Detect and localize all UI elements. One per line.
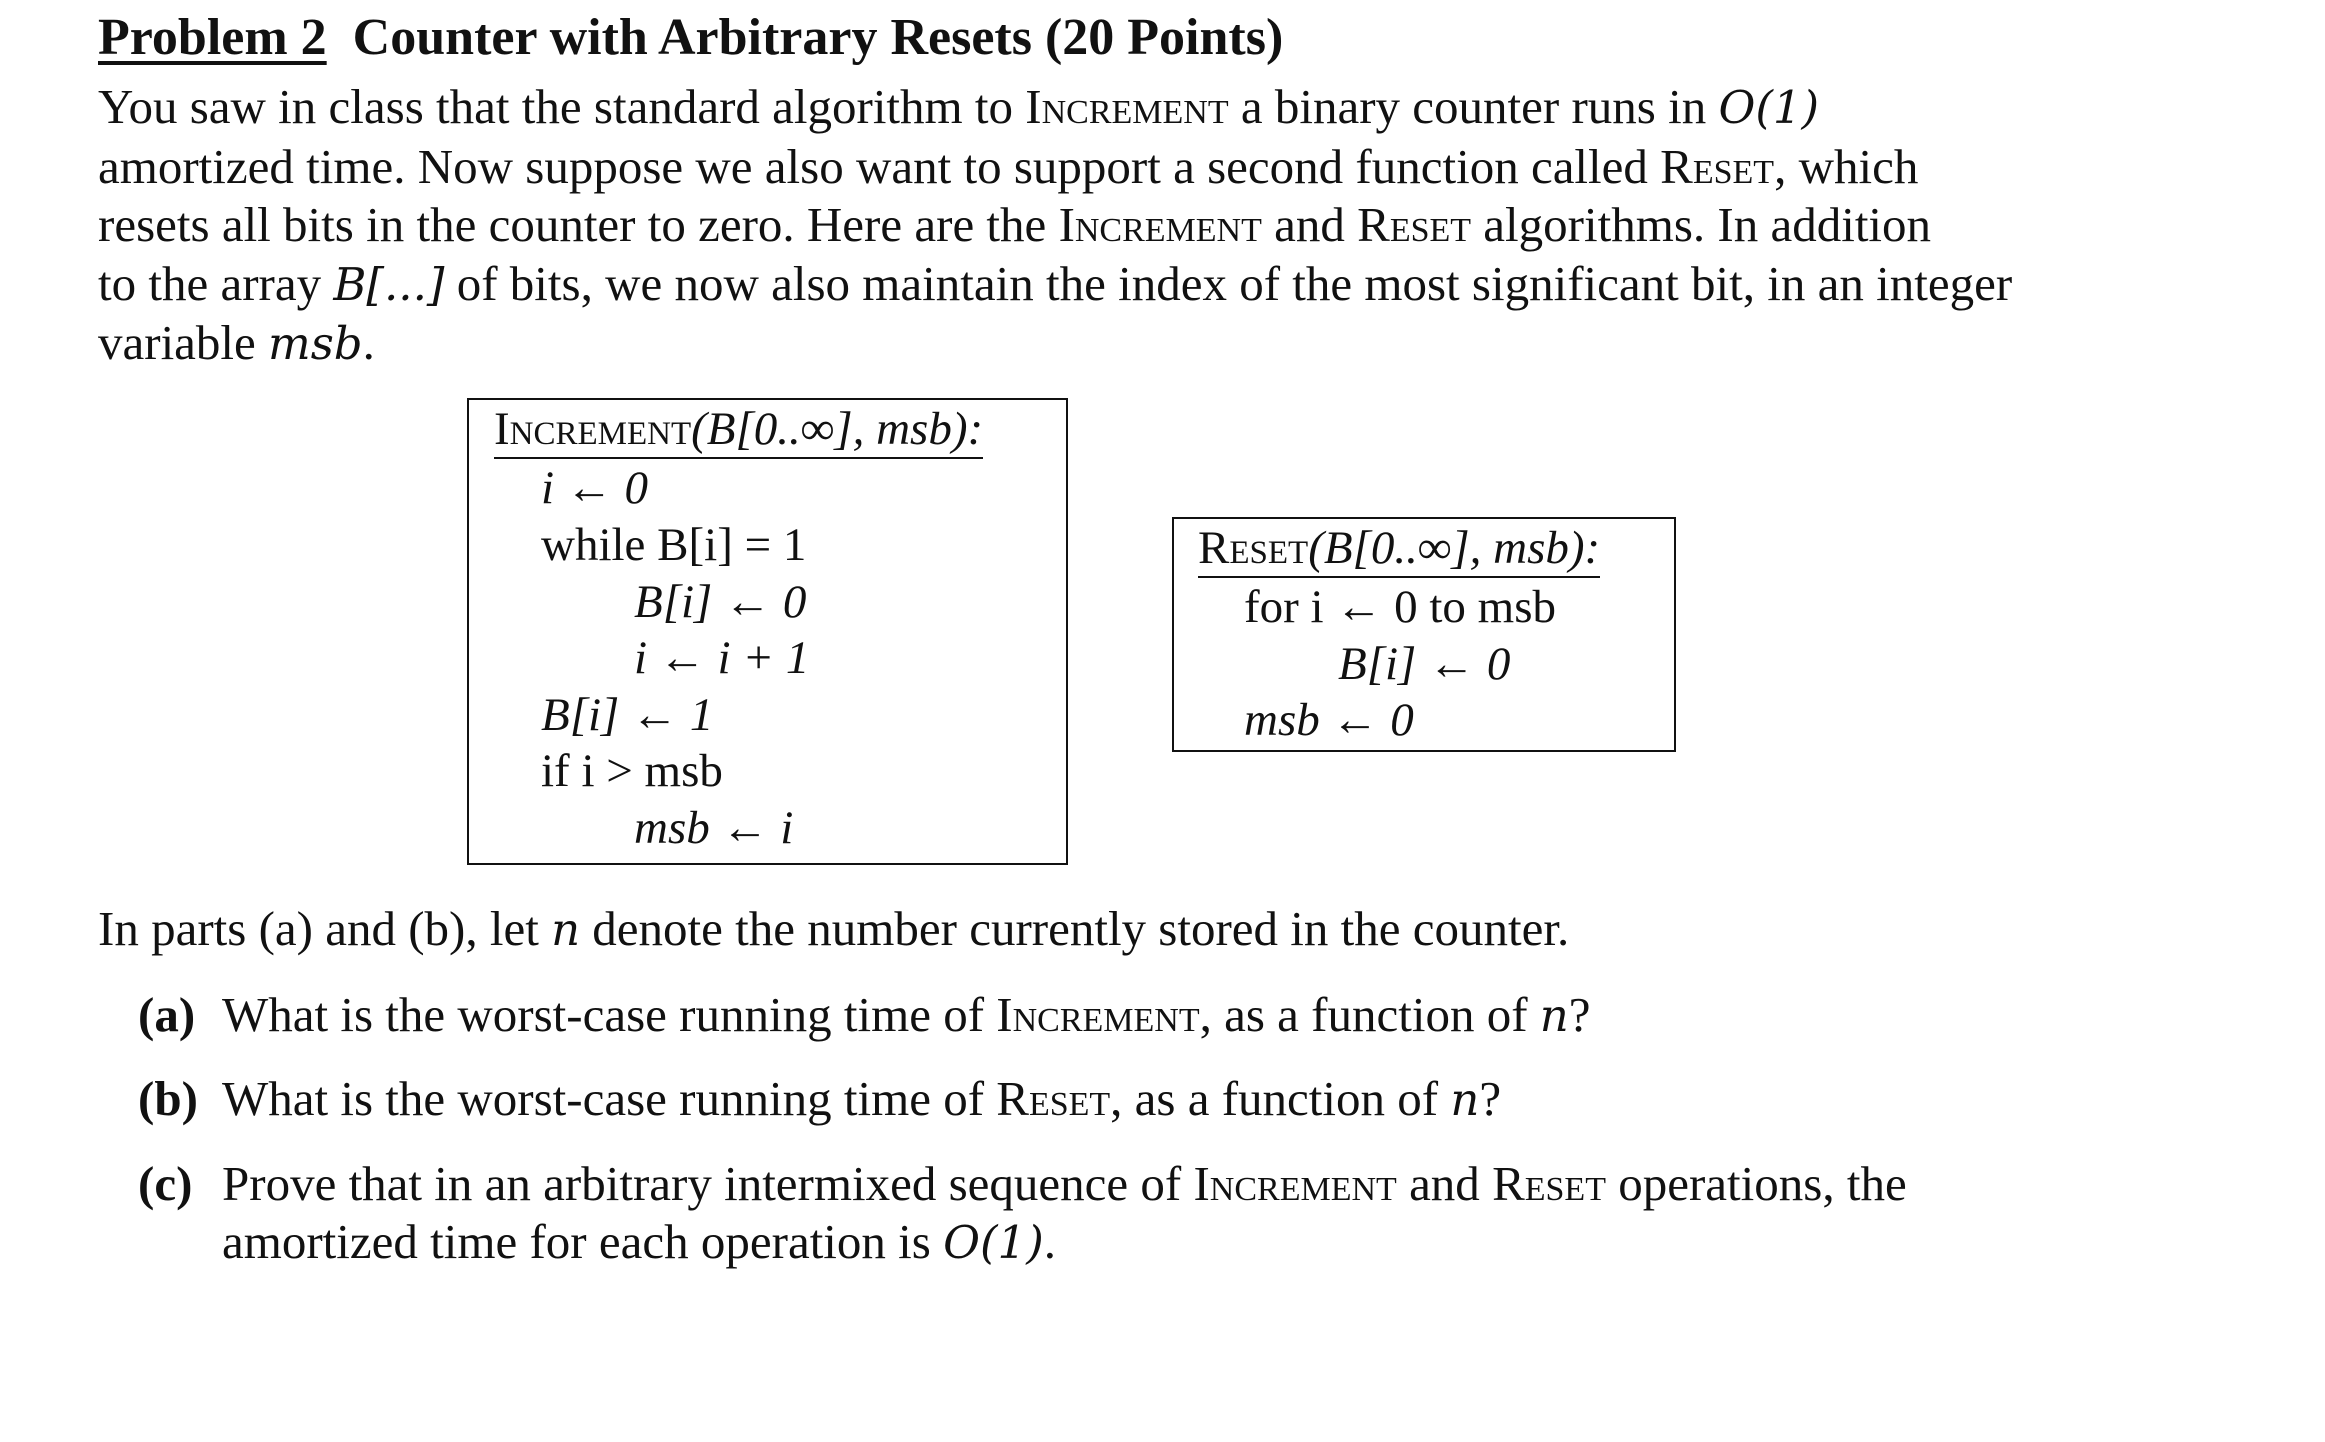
reset-line-3: msb ← 0 (1244, 694, 1414, 746)
reset-signature: Reset(B[0..∞], msb): (1198, 523, 1600, 578)
part-c-label: (c) (138, 1156, 193, 1211)
reset-keyword: Reset (1660, 138, 1775, 194)
n-variable: n (551, 903, 581, 956)
problem-heading (98, 8, 1283, 68)
intro-line-2: amortized time. Now suppose we also want to support a second function called Reset, which (98, 138, 1919, 194)
problem-intro-paragraph (98, 78, 2178, 374)
reset-line-1: for i ← 0 to msb (1244, 581, 1557, 633)
increment-keyword: Increment (1025, 79, 1229, 134)
part-a-question: What is the worst-case running time of Increment, as a function of n? (222, 987, 1591, 1042)
increment-line-2: while B[i] = 1 (541, 519, 807, 571)
part-b-question: What is the worst-case running time of Reset, as a function of n? (222, 1071, 1502, 1126)
part-c-question: Prove that in an arbitrary intermixed sequence of Increment and Reset operations, the amortized time for each operation is O(1). (222, 1156, 1907, 1269)
increment-line-3: B[i] ← 0 (634, 576, 807, 628)
increment-algorithm-box (467, 398, 1068, 865)
increment-line-6: if i > msb (541, 745, 723, 797)
reset-line-2: B[i] ← 0 (1338, 638, 1511, 690)
intro-line-4: to the array B[...] of bits, we now also maintain the index of the most significant bit, in an integer (98, 255, 2013, 311)
array-expression: B[...] (333, 257, 445, 311)
msb-variable: msb (268, 317, 363, 370)
increment-line-1: i ← 0 (541, 462, 649, 514)
increment-line-7: msb ← i (634, 802, 794, 854)
problem-number: Problem 2 (98, 9, 327, 66)
intro-line-1: You saw in class that the standard algorithm to Increment a binary counter runs in O(1) (98, 79, 1820, 134)
intro-line-3: resets all bits in the counter to zero. Here are the Increment and Reset algorithms. In addition (98, 197, 1932, 252)
increment-signature: Increment(B[0..∞], msb): (494, 404, 983, 459)
big-o-expression: O(1) (1718, 81, 1820, 134)
problem-title: Counter with Arbitrary Resets (20 Points) (352, 9, 1284, 66)
part-b-label: (b) (138, 1071, 198, 1126)
increment-line-4: i ← i + 1 (634, 632, 810, 684)
parts-lead-sentence: In parts (a) and (b), let n denote the number currently stored in the counter. (98, 901, 1570, 956)
increment-line-5: B[i] ← 1 (541, 689, 714, 741)
reset-keyword: Reset (1357, 197, 1472, 252)
reset-algorithm-box (1172, 517, 1676, 752)
increment-keyword: Increment (1058, 197, 1262, 252)
part-a-label: (a) (138, 987, 196, 1042)
intro-line-5: variable msb. (98, 315, 375, 370)
